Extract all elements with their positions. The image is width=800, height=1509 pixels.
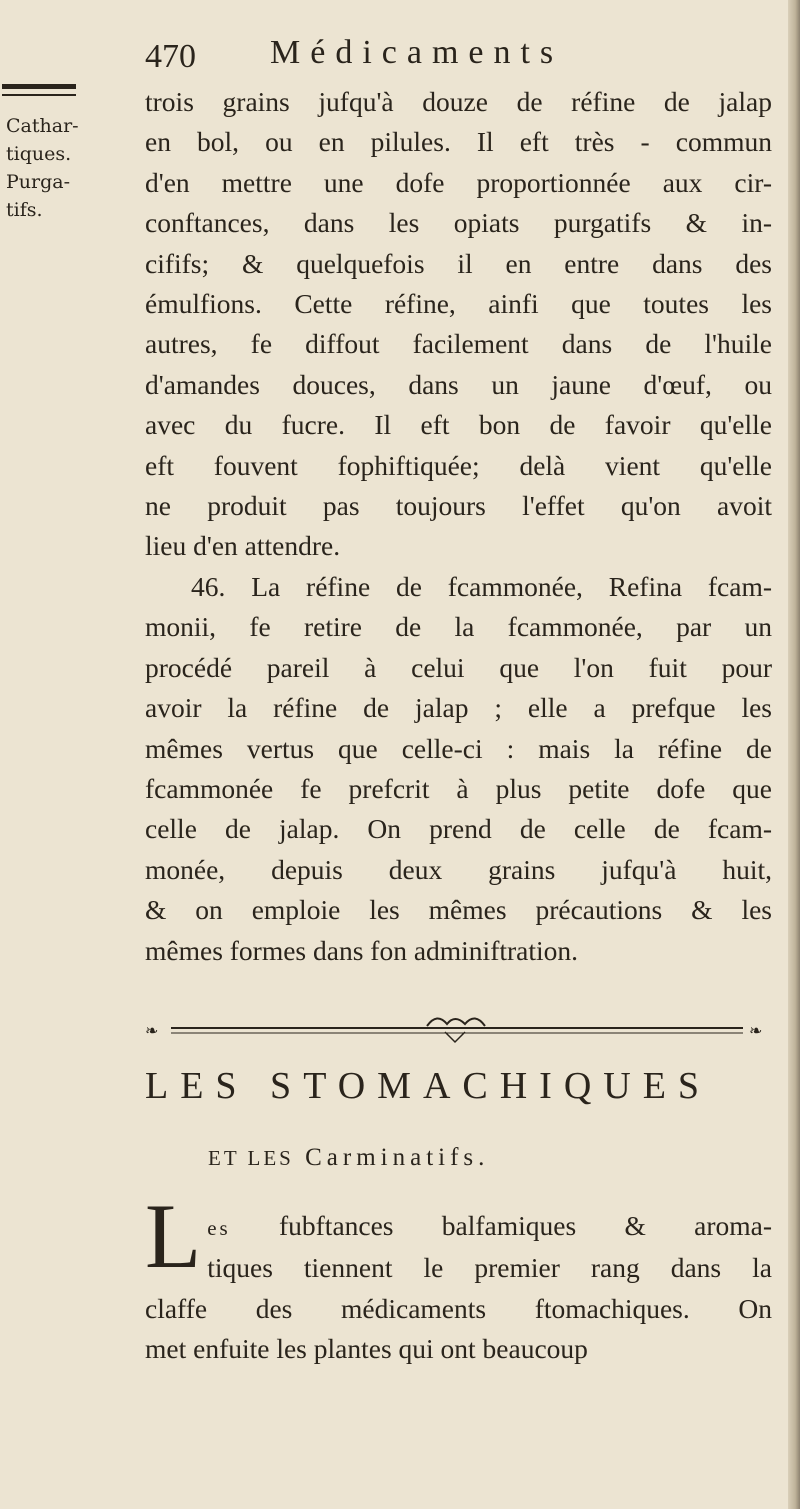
margin-note-line: tifs. bbox=[6, 199, 43, 221]
margin-note-line: Purga- bbox=[6, 171, 71, 193]
page-edge bbox=[788, 0, 800, 1509]
text-line bbox=[145, 1198, 772, 1248]
text-line: celle de jalap. On prend de celle de fcam- bbox=[145, 813, 772, 845]
text-line: tiques tiennent le premier rang dans la bbox=[207, 1252, 772, 1284]
margin-rule bbox=[2, 84, 76, 96]
section-body bbox=[145, 1185, 772, 1370]
text-line: procédé pareil à celui que l'on fuit pour bbox=[145, 651, 772, 683]
ornament-rule bbox=[145, 1010, 769, 1050]
body-text bbox=[145, 82, 772, 971]
text-line: eft fouvent fophiftiquée; delà vient qu'elle bbox=[145, 449, 772, 481]
svg-text:❧: ❧ bbox=[749, 1021, 763, 1040]
text-line: cififs; & quelquefois il en entre dans des bbox=[145, 247, 772, 279]
text-line: monée, depuis deux grains jufqu'à huit, bbox=[145, 853, 772, 885]
margin-note-line: Cathar- bbox=[6, 115, 79, 137]
page-number: 470 bbox=[145, 38, 196, 75]
text-line: monii, fe retire de la fcammonée, par un bbox=[145, 611, 772, 643]
text-line: avoir la réfine de jalap ; elle a prefque les bbox=[145, 692, 772, 724]
text-line: mêmes formes dans fon adminiftration. bbox=[145, 934, 579, 966]
text-line: mêmes vertus que celle-ci : mais la réfine de bbox=[145, 732, 772, 764]
section-subtitle bbox=[208, 1144, 768, 1172]
text-line: met enfuite les plantes qui ont beaucoup bbox=[145, 1333, 588, 1365]
text-line: avec du fucre. Il eft bon de favoir qu'elle bbox=[145, 409, 772, 441]
text-line: autres, fe diffout facilement dans de l'huile bbox=[145, 328, 772, 360]
running-head bbox=[145, 34, 745, 82]
text-line: émulfions. Cette réfine, ainfi que toutes les bbox=[145, 288, 772, 320]
text-line: lieu d'en attendre. bbox=[145, 530, 341, 562]
text-line: & on emploie les mêmes précautions & les bbox=[145, 894, 772, 926]
text-line: en bol, ou en pilules. Il eft très - commun bbox=[145, 126, 772, 158]
text-line: ne produit pas toujours l'effet qu'on avoit bbox=[145, 490, 772, 522]
running-title: Médicaments bbox=[270, 34, 564, 71]
drop-cap: L bbox=[145, 1185, 202, 1287]
text-line: d'amandes douces, dans un jaune d'œuf, ou bbox=[145, 368, 772, 400]
text-line: conftances, dans les opiats purgatifs & in- bbox=[145, 207, 772, 239]
first-word-rest: es bbox=[207, 1216, 231, 1240]
section-title: LES STOMACHIQUES bbox=[145, 1065, 712, 1107]
svg-text:❧: ❧ bbox=[145, 1021, 159, 1040]
margin-note-line: tiques. bbox=[6, 143, 72, 165]
first-line-rest: fubftances balfamiques & aroma- bbox=[278, 1210, 772, 1241]
text-line: fcammonée fe prefcrit à plus petite dofe que bbox=[145, 772, 772, 804]
text-line: claffe des médicaments ftomachiques. On bbox=[145, 1292, 772, 1324]
subtitle-prefix: ET LES bbox=[208, 1146, 294, 1170]
text-line: d'en mettre une dofe proportionnée aux cir- bbox=[145, 166, 772, 198]
text-line: trois grains jufqu'à douze de réfine de jalap bbox=[145, 86, 772, 117]
text-line: 46. La réfine de fcammonée, Refina fcam- bbox=[191, 570, 772, 602]
subtitle-main: Carminatifs. bbox=[305, 1144, 490, 1171]
margin-note bbox=[6, 112, 98, 224]
